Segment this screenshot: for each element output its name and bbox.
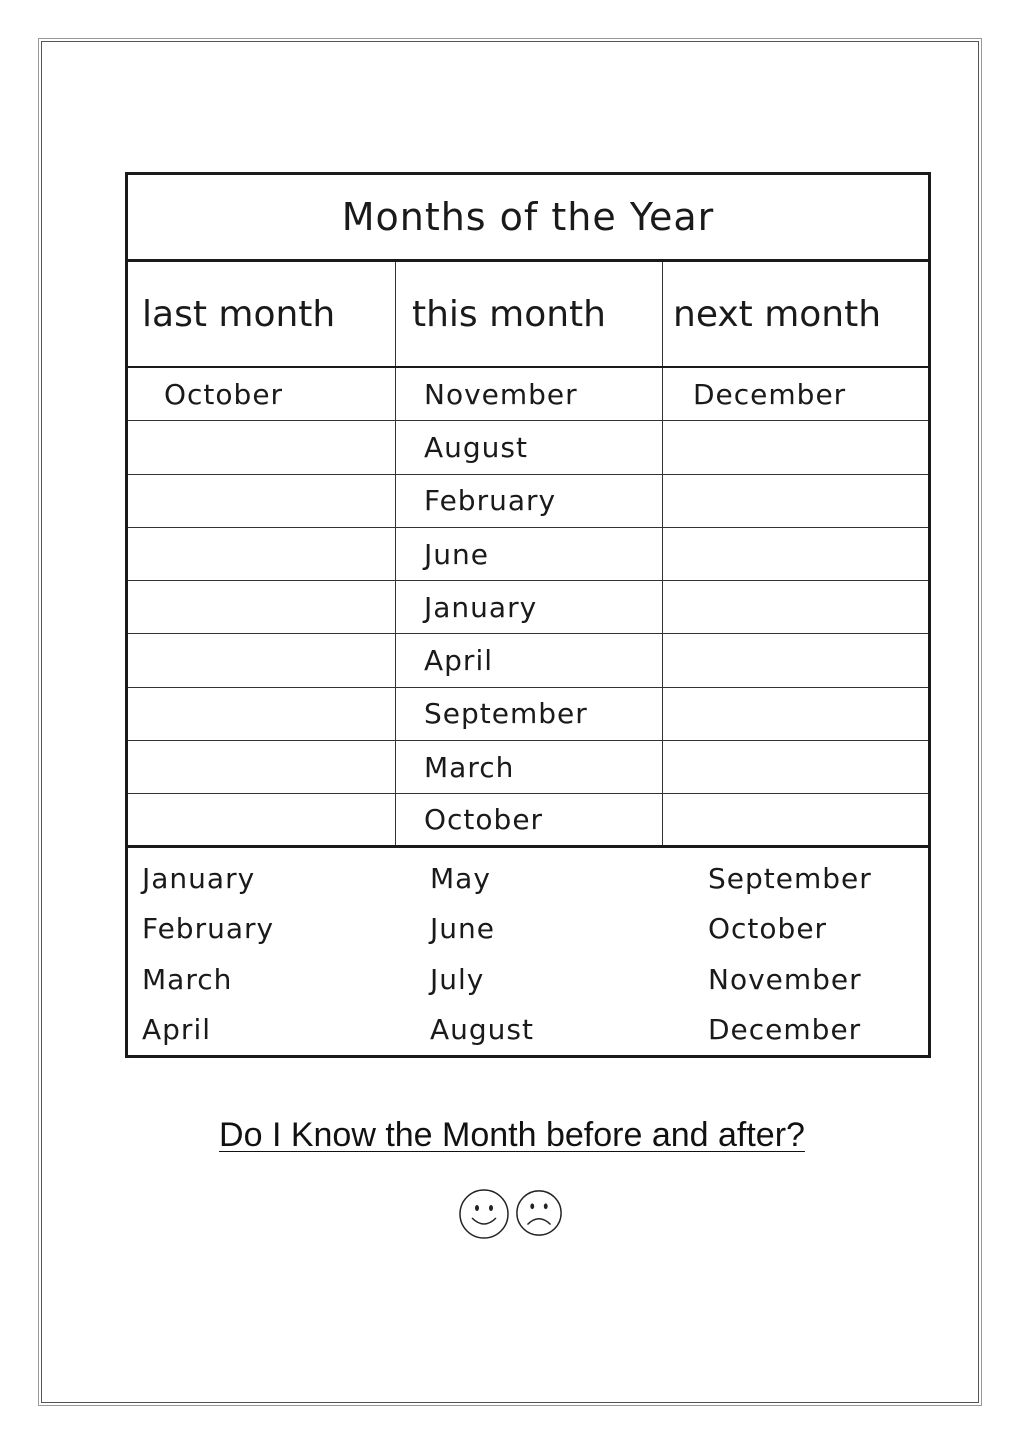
question-heading: [0, 1116, 1024, 1155]
this-month-cell: June: [396, 528, 663, 580]
happy-face-icon[interactable]: [458, 1188, 510, 1240]
next-month-cell[interactable]: [663, 634, 928, 686]
worksheet-title: Months of the Year: [341, 195, 715, 239]
table-row: [128, 634, 928, 687]
last-month-cell[interactable]: [128, 634, 396, 686]
this-month-cell: September: [396, 688, 663, 740]
last-month-cell[interactable]: [128, 581, 396, 633]
this-month-cell: October: [396, 794, 663, 844]
next-month-cell[interactable]: [663, 741, 928, 793]
month-word-bank: [128, 849, 928, 1055]
this-month-cell: August: [396, 421, 663, 473]
word-bank-month: February: [142, 912, 275, 946]
last-month-cell[interactable]: [128, 794, 396, 844]
word-bank-column-2: [430, 853, 534, 1055]
word-bank-month: December: [708, 1013, 862, 1047]
last-month-cell[interactable]: [128, 688, 396, 740]
table-row: [128, 794, 928, 847]
word-bank-column-1: [142, 853, 274, 1055]
word-bank-month: October: [708, 912, 828, 946]
last-month-cell[interactable]: [128, 528, 396, 580]
worksheet-title-row: [128, 175, 928, 262]
next-month-cell[interactable]: [663, 421, 928, 473]
word-bank-month: April: [142, 1013, 211, 1047]
last-month-cell[interactable]: [128, 421, 396, 473]
sad-face-icon[interactable]: [514, 1188, 564, 1238]
header-last-month: last month: [128, 262, 396, 366]
table-row: [128, 741, 928, 794]
table-row: [128, 421, 928, 474]
word-bank-month: March: [142, 962, 233, 996]
word-bank-month: November: [708, 962, 862, 996]
next-month-cell[interactable]: [663, 528, 928, 580]
months-worksheet-table: [125, 172, 931, 1058]
table-row: [128, 528, 928, 581]
this-month-cell: February: [396, 475, 663, 527]
word-bank-month: January: [142, 861, 256, 895]
word-bank-month: August: [430, 1013, 534, 1047]
question-text: Do I Know the Month before and after?: [219, 1116, 805, 1154]
table-row: [128, 475, 928, 528]
this-month-cell: November: [396, 368, 663, 420]
next-month-cell[interactable]: [663, 475, 928, 527]
months-grid: [128, 262, 928, 848]
this-month-cell: March: [396, 741, 663, 793]
table-row: [128, 581, 928, 634]
next-month-cell[interactable]: [663, 688, 928, 740]
last-month-cell[interactable]: [128, 741, 396, 793]
table-row: [128, 368, 928, 421]
next-month-cell[interactable]: [663, 581, 928, 633]
word-bank-month: July: [430, 962, 485, 996]
next-month-cell[interactable]: [663, 794, 928, 844]
last-month-cell[interactable]: October: [128, 368, 396, 420]
header-next-month: next month: [673, 293, 882, 335]
header-row: [128, 262, 928, 368]
this-month-cell: April: [396, 634, 663, 686]
self-assessment-faces: [458, 1188, 564, 1240]
word-bank-column-3: [708, 853, 872, 1055]
table-row: [128, 688, 928, 741]
next-month-cell[interactable]: December: [693, 377, 847, 411]
word-bank-month: May: [430, 861, 491, 895]
last-month-cell[interactable]: [128, 475, 396, 527]
word-bank-month: September: [708, 861, 872, 895]
header-this-month: this month: [396, 262, 663, 366]
word-bank-month: June: [430, 912, 495, 946]
this-month-cell: January: [396, 581, 663, 633]
